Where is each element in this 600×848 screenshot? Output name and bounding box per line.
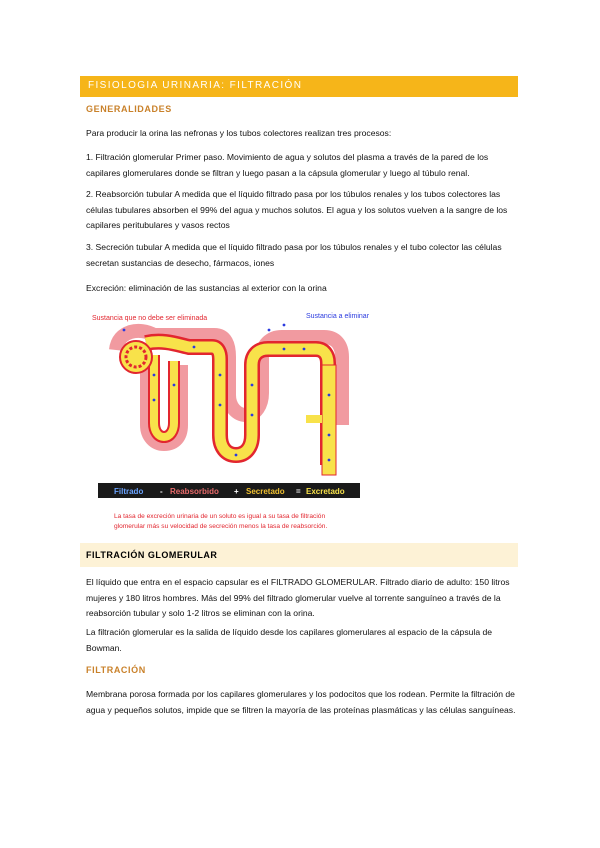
section-heading-filtracion-glomerular: FILTRACIÓN GLOMERULAR [86,550,218,560]
equation-minus: - [160,487,163,496]
paragraph-intro: Para producir la orina las nefronas y los tubos colectores realizan tres procesos: [86,128,392,138]
caption-line-2: glomerular más su velocidad de secreción menos la tasa de reabsorción. [114,523,328,530]
paragraph-membrana: Membrana porosa formada por los capilares glomerulares y los podocitos que los rodean. Permite la filtración de agua y pequeños solutos, impide que se filtren la mayoría de las proteínas plasmáticas y las células sanguíneas. [86,689,516,715]
equation-filtrado: Filtrado [114,487,144,496]
equation-plus: + [234,487,239,496]
caption-line-1: La tasa de excreción urinaria de un soluto es igual a su tasa de filtración [114,513,326,520]
equation-excretado: Excretado [306,487,345,496]
equation-equals: = [296,487,301,496]
section-heading-filtracion: FILTRACIÓN [86,665,146,675]
paragraph-secrecion-tubular: 3. Secreción tubular A medida que el líquido filtrado pasa por los túbulos renales y el tubo colector las células secretan sustancias de desecho, fármacos, iones [86,242,502,268]
section-heading-generalidades: GENERALIDADES [86,104,172,114]
duct-branch [306,415,322,423]
section-band-filtracion-glomerular [80,543,518,567]
paragraph-excrecion: Excreción: eliminación de las sustancias al exterior con la orina [86,283,327,293]
label-sustancia-a-eliminar: Sustancia a eliminar [306,313,370,320]
paragraph-filtracion-glomerular: 1. Filtración glomerular Primer paso. Movimiento de agua y solutos del plasma a través de la pared de los capilares glomerulares donde se filtran y luego pasan a la cápsula glomerular y luego al túbulo renal. [86,152,489,178]
equation-reabsorbido: Reabsorbido [170,487,219,496]
tubule-loop-left-fill [154,355,174,437]
nephron-figure [84,305,374,535]
equation-secretado: Secretado [246,487,285,496]
paragraph-filtrado-glomerular: El líquido que entra en el espacio capsular es el FILTRADO GLOMERULAR. Filtrado diario de adulto: 150 litros mujeres y 180 litros hombres. Más del 99% del filtrado glomerular vuelve al torrente sanguíneo a través de la reabsorción tubular y solo 1-2 litros se eliminan con la orina. [86,577,510,619]
page-title: FISIOLOGIA URINARIA: FILTRACIÓN [88,80,303,91]
label-sustancia-no-eliminada: Sustancia que no debe ser eliminada [92,315,208,322]
paragraph-definicion-filtracion: La filtración glomerular es la salida de líquido desde los capilares glomerulares al espacio de la cápsula de Bowman. [86,627,493,653]
nephron-diagram [84,305,374,535]
title-banner [80,76,518,97]
collecting-duct [322,365,336,475]
paragraph-reabsorcion-tubular: 2. Reabsorción tubular A medida que el líquido filtrado pasa por los túbulos renales y los tubos colectores las células tubulares absorben el 99% del agua y muchos solutos. El agua y los solutos vuelven a la sangre de los capilares peritubulares y vasos rectos [86,189,508,231]
